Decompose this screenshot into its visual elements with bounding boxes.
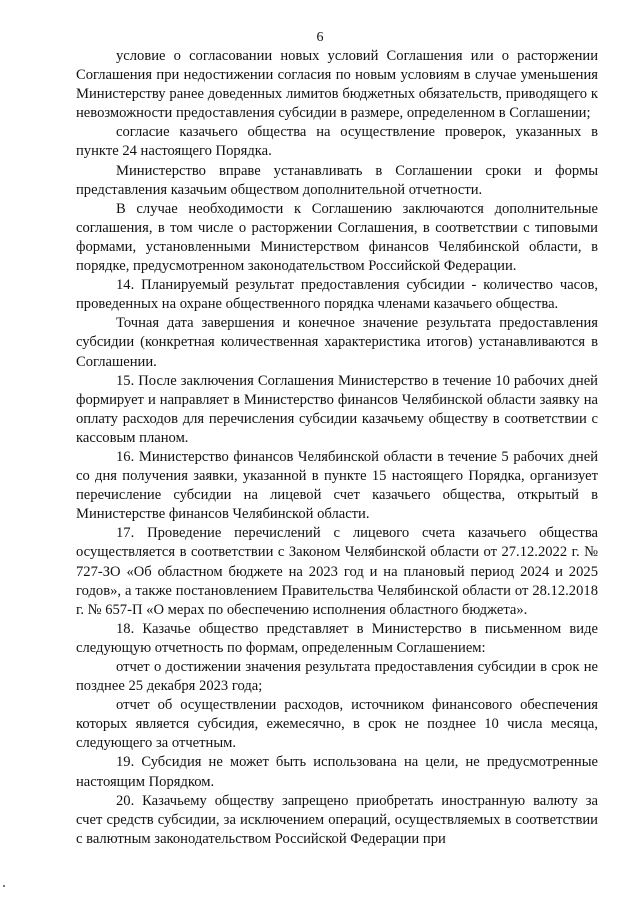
paragraph: 20. Казачьему обществу запрещено приобретать иностранную валюту за счет средств субсидии, за исключением операций, осуществляемых в соответствии с валютным законодательством Российской Федерации при xyxy=(76,792,598,847)
paragraph: 18. Казачье общество представляет в Министерство в письменном виде следующую отчетность по формам, определенным Соглашением: xyxy=(76,620,598,656)
paragraph: В случае необходимости к Соглашению заключаются дополнительные соглашения, в том числе о расторжении Соглашения, в соответствии с типовыми формами, установленными Министерством финансов Челябинской области, в порядке, предусмотренном законодательством Российской Федерации. xyxy=(76,200,598,275)
paragraph: условие о согласовании новых условий Соглашения или о расторжении Соглашения при недостижении согласия по новым условиям в случае уменьшения Министерству ранее доведенных лимитов бюджетных обязательств, приводящего к невозможности предоставления субсидии в размере, определенном в Соглашении; xyxy=(76,48,598,122)
paragraph: 15. После заключения Соглашения Министерство в течение 10 рабочих дней формирует и направляет в Министерство финансов Челябинской области заявку на оплату расходов для перечисления субсидии казачьему обществу в соответствии с кассовым планом. xyxy=(76,372,598,446)
page-number: 6 xyxy=(316,30,324,45)
paragraph: отчет об осуществлении расходов, источником финансового обеспечения которых является субсидия, ежемесячно, в срок не позднее 10 числа месяца, следующего за отчетным. xyxy=(76,697,598,752)
paragraph: Министерство вправе устанавливать в Соглашении сроки и формы представления казачьим обществом дополнительной отчетности. xyxy=(76,162,598,198)
paragraph: 19. Субсидия не может быть использована на цели, не предусмотренные настоящим Порядком. xyxy=(76,754,598,790)
paragraph: 16. Министерство финансов Челябинской области в течение 5 рабочих дней со дня получения заявки, указанной в пункте 15 настоящего Порядка, организует перечисление субсидии на лицевой счет казачьего общества, открытый в Министерстве финансов Челябинской области. xyxy=(76,448,598,523)
paragraph: Точная дата завершения и конечное значение результата предоставления субсидии (конкретная количественная характеристика итогов) устанавливаются в Соглашении. xyxy=(76,315,598,370)
paragraph: 17. Проведение перечислений с лицевого счета казачьего общества осуществляется в соответствии с Законом Челябинской области от 27.12.2022 г. № 727-ЗО «Об областном бюджете на 2023 год и на плановый период 2024 и 2025 годов», а также постановлением Правительства Челябинской области от 28.12.2018 г. № 657-П «О мерах по обеспечению исполнения областного бюджета». xyxy=(76,525,598,618)
paragraph: согласие казачьего общества на осуществление проверок, указанных в пункте 24 настоящего Порядка. xyxy=(76,124,598,160)
paragraph: отчет о достижении значения результата предоставления субсидии в срок не позднее 25 декабря 2023 года; xyxy=(76,659,598,695)
paragraph: 14. Планируемый результат предоставления субсидии - количество часов, проведенных на охране общественного порядка членами казачьего общества. xyxy=(76,277,598,313)
scan-speck xyxy=(3,885,5,887)
document-body xyxy=(76,47,598,849)
